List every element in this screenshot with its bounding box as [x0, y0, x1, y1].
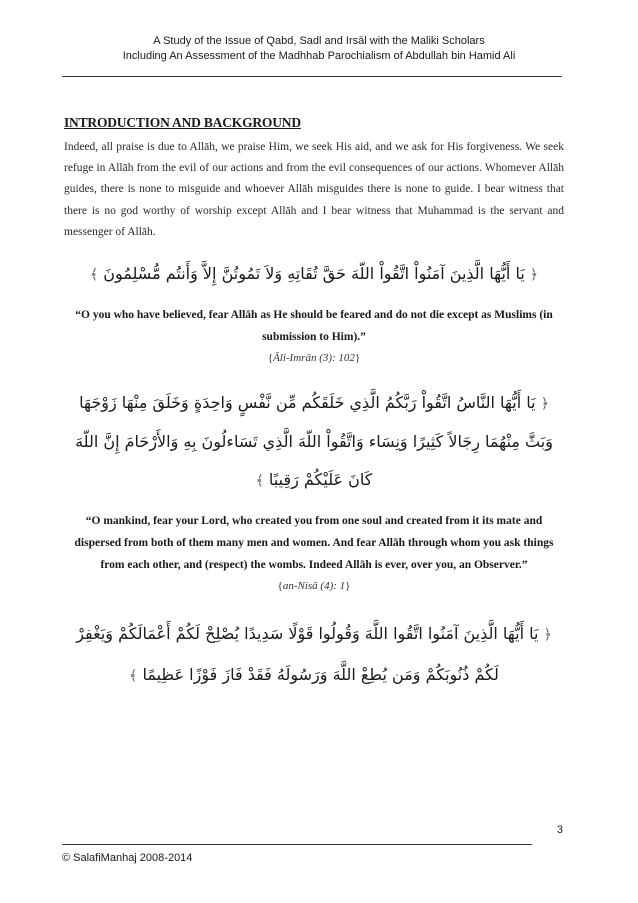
section-heading: INTRODUCTION AND BACKGROUND — [64, 115, 301, 130]
citation-source: an-Nisā (4): 1 — [282, 580, 346, 593]
verse-translation-1: “O you who have believed, fear Allāh as He should be feared and do not die except as Muslims (in submission to Him).” — [75, 309, 553, 344]
verse-citation-1: {Āli-Imrān (3): 102} — [267, 352, 361, 365]
quran-verse-arabic-3 — [64, 614, 564, 696]
ornate-bracket-open: ﴿ — [529, 267, 539, 284]
intro-paragraph: Indeed, all praise is due to Allāh, we praise Him, we seek His aid, and we ask for His forgiveness. We seek refuge in Allāh from the evil of our actions and from the evil consequences of our actions. Whomever Allāh guides, there is none to misguide and whoever Allāh misguides there is none to guide. I bear witness that there is no god worthy of worship except Allāh and I bear witness that Muhammad is the servant and messenger of Allāh. — [64, 141, 564, 238]
verse-arabic-text: يَا أَيُّهَا الَّذِينَ آمَنُوا اتَّقُوا اللَّهَ وَقُولُوا قَوْلًا سَدِيدًا يُصْلِحْ لَكُمْ أَعْمَالَكُمْ وَيَغْفِرْ لَكُمْ ذُنُوبَكُمْ وَمَن يُطِعْ اللَّهَ وَرَسُولَهُ فَقَدْ فَازَ فَوْزًا عَظِيمًا — [76, 624, 539, 685]
quran-verse-arabic-2 — [64, 384, 564, 500]
ornate-bracket-open: ﴿ — [543, 627, 552, 644]
page-number: 3 — [556, 824, 563, 836]
header-divider — [62, 76, 562, 77]
verse-translation-2: “O mankind, fear your Lord, who created you from one soul and created from it its mate and dispersed from both of them many men and women. And fear Allāh through whom you ask things from each other, and (respect) the wombs. Indeed Allāh is ever, over you, an Observer.” — [74, 515, 554, 572]
ornate-bracket-close: ﴾ — [129, 668, 138, 685]
running-header — [40, 34, 598, 64]
verse-arabic-text: يَا أَيُّهَا الَّذِينَ آمَنُواْ اتَّقُواْ اللّهَ حَقَّ تُقَاتِهِ وَلاَ تَمُوتُنَّ إِلاَّ وَأَنتُم مُّسْلِمُونَ — [103, 264, 525, 284]
verse-arabic-text: يَا أَيُّهَا النَّاسُ اتَّقُواْ رَبَّكُمُ الَّذِي خَلَقَكُم مِّن نَّفْسٍ وَاحِدَةٍ وَخَلَقَ مِنْهَا زَوْجَهَا وَبَثَّ مِنْهُمَا رِجَالاً كَثِيرًا وَنِسَاء وَاتَّقُواْ اللّهَ الَّذِي تَسَاءلُونَ بِهِ وَالأَرْحَامَ إِنَّ اللّهَ كَانَ عَلَيْكُمْ رَقِيبًا — [75, 393, 553, 490]
citation-source: Āli-Imrān (3): 102 — [273, 352, 355, 365]
ornate-bracket-close: ﴾ — [89, 267, 99, 284]
header-title-line-2: Including An Assessment of the Madhhab Parochialism of Abdullah bin Hamid Ali — [122, 50, 516, 62]
ornate-bracket-open: ﴿ — [540, 396, 549, 413]
quran-verse-arabic-1 — [64, 261, 564, 288]
verse-citation-2: {an-Nisā (4): 1} — [277, 580, 351, 593]
footer-divider — [62, 844, 532, 845]
main-content — [64, 115, 564, 696]
ornate-bracket-close: ﴾ — [255, 473, 264, 490]
header-title-line-1: A Study of the Issue of Qabd, Sadl and Irsāl with the Maliki Scholars — [153, 35, 485, 47]
footer-copyright: © SalafiManhaj 2008-2014 — [62, 852, 193, 864]
